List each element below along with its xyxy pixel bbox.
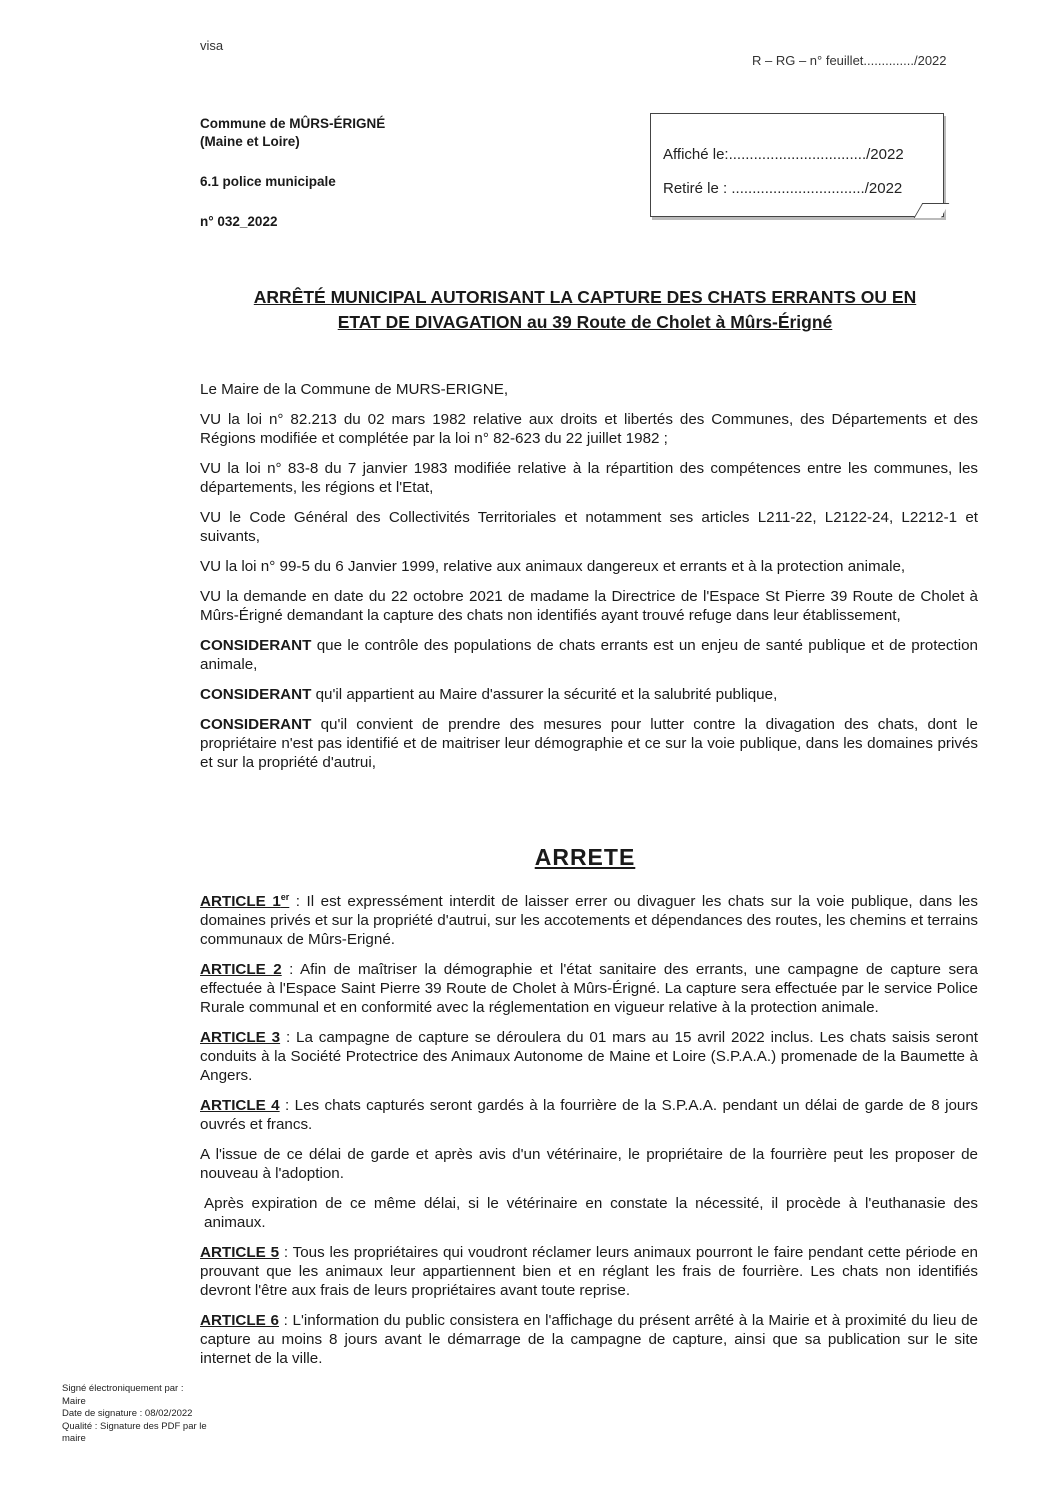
vu-paragraph: VU la loi n° 83-8 du 7 janvier 1983 modifiée relative à la répartition des compétences entre les communes, les départements, les régions et l'Etat,	[200, 460, 978, 496]
commune-name: Commune de MÛRS-ÉRIGNÉ	[200, 116, 386, 131]
article-3	[200, 1028, 978, 1085]
considerant-word: CONSIDERANT	[200, 716, 312, 733]
commune-header	[200, 115, 385, 231]
folded-corner	[914, 203, 950, 218]
decree-title	[190, 285, 980, 335]
sheet-reference: R – RG – n° feuillet............../2022	[752, 53, 947, 68]
vu-paragraph: VU la loi n° 99-5 du 6 Janvier 1999, relative aux animaux dangereux et errants et à la protection animale,	[200, 558, 906, 575]
article-text: : L'information du public consistera en l'affichage du présent arrêté à la Mairie et à proximité du lieu de capture au moins 8 jours avant le démarrage de la campagne de capture, ainsi que sa publication sur le site internet de la ville.	[200, 1312, 979, 1368]
article-text: : Tous les propriétaires qui voudront réclamer leurs animaux pourront le faire pendant cette période en prouvant que les animaux leur appartiennent bien et en réglant les frais de fourrière. Les chats non identifiés devront l'être aux frais de leurs propriétaires avant toute reprise.	[200, 1244, 978, 1300]
article-label: ARTICLE 3	[200, 1029, 281, 1047]
article-1	[200, 888, 978, 949]
visa-label: visa	[200, 38, 224, 53]
considerant-text: qu'il convient de prendre des mesures pour lutter contre la divagation des chats, dont le propriétaire n'est pas identifié et de maitriser leur démographie et ce sur la voie publique, dans les domaines privés et sur la propriété d'autrui,	[200, 716, 978, 771]
considerant-word: CONSIDERANT	[200, 637, 312, 654]
article-4-paragraph-3: Après expiration de ce même délai, si le vétérinaire en constate la nécessité, il procède à l'euthanasie des animaux.	[204, 1195, 978, 1232]
decree-number: n° 032_2022	[200, 214, 278, 229]
mayor-line: Le Maire de la Commune de MURS-ERIGNE,	[200, 381, 509, 398]
signature-line: Date de signature : 08/02/2022	[62, 1408, 193, 1419]
signature-line: Signé électroniquement par :	[62, 1383, 184, 1394]
article-text: : Afin de maîtriser la démographie et l'état sanitaire des errants, une campagne de capture sera effectuée à l'Espace Saint Pierre 39 Route de Cholet à Mûrs-Érigné. La capture sera effectuée par le service Police Rurale communal et en conformité avec la réglementation en vigueur relative à la protection animale.	[200, 961, 978, 1017]
article-label: ARTICLE 6	[200, 1312, 279, 1330]
article-5	[200, 1243, 978, 1300]
considerant-paragraph	[200, 715, 978, 772]
article-text: : La campagne de capture se déroulera du 01 mars au 15 avril 2022 inclus. Les chats saisis seront conduits à la Société Protectrice des Animaux Autonome de Maine et Loire (S.P.A.A.) promenade de la Baumette à Angers.	[200, 1029, 978, 1085]
article-text: : Les chats capturés seront gardés à la fourrière de la S.P.A.A. pendant un délai de garde de 8 jours ouvrés et francs.	[200, 1097, 978, 1134]
considerant-text: qu'il appartient au Maire d'assurer la sécurité et la salubrité publique,	[311, 686, 778, 703]
posting-box	[650, 113, 944, 217]
electronic-signature-block	[62, 1383, 232, 1446]
article-6	[200, 1311, 978, 1368]
title-line-2: ETAT DE DIVAGATION au 39 Route de Cholet à Mûrs-Érigné	[337, 312, 833, 332]
title-line-1: ARRÊTÉ MUNICIPAL AUTORISANT LA CAPTURE DES CHATS ERRANTS OU EN	[253, 287, 917, 307]
considerant-paragraph	[200, 636, 978, 674]
arrete-heading: ARRETE	[534, 844, 636, 870]
article-label: ARTICLE 2	[200, 961, 282, 979]
department-name: (Maine et Loire)	[200, 134, 300, 149]
article-4	[200, 1096, 978, 1134]
vu-paragraph: VU la demande en date du 22 octobre 2021 de madame la Directrice de l'Espace St Pierre 39 Route de Cholet à Mûrs-Érigné demandant la capture des chats non identifiés ayant trouvé refuge dans leur établissement,	[200, 588, 978, 624]
removed-date-line: Retiré le : ................................/2022	[663, 180, 903, 197]
article-2	[200, 960, 978, 1017]
considerant-word: CONSIDERANT	[200, 686, 312, 703]
signature-line: Maire	[62, 1395, 86, 1407]
article-label: ARTICLE 4	[200, 1097, 280, 1115]
signature-line: maire	[62, 1433, 86, 1444]
article-4-paragraph-2: A l'issue de ce délai de garde et après avis d'un vétérinaire, le propriétaire de la fourrière peut les proposer de nouveau à l'adoption.	[200, 1146, 978, 1183]
article-text: : Il est expressément interdit de laisser errer ou divaguer les chats sur la voie publique, dans les domaines privés et sur la propriété d'autrui, sur les accotements et dépendances des routes, les chemins et terrains communaux de Mûrs-Erigné.	[200, 893, 978, 949]
vu-paragraph: VU le Code Général des Collectivités Territoriales et notamment ses articles L211-22, L2122-24, L2212-1 et suivants,	[200, 509, 978, 545]
articles	[200, 888, 978, 1379]
article-label: ARTICLE 1er	[200, 892, 290, 911]
considerant-text: que le contrôle des populations de chats errants est un enjeu de santé publique et de protection animale,	[200, 637, 978, 673]
signature-line: Qualité : Signature des PDF par le	[62, 1420, 207, 1432]
vu-paragraph: VU la loi n° 82.213 du 02 mars 1982 relative aux droits et libertés des Communes, des Départements et des Régions modifiée et complétée par la loi n° 82-623 du 22 juillet 1982 ;	[200, 411, 978, 447]
article-label: ARTICLE 5	[200, 1244, 280, 1262]
considerant-paragraph	[200, 685, 978, 704]
posted-date-line: Affiché le:................................./2022	[663, 146, 904, 163]
preamble	[200, 380, 978, 783]
category-label: 6.1 police municipale	[200, 174, 336, 189]
